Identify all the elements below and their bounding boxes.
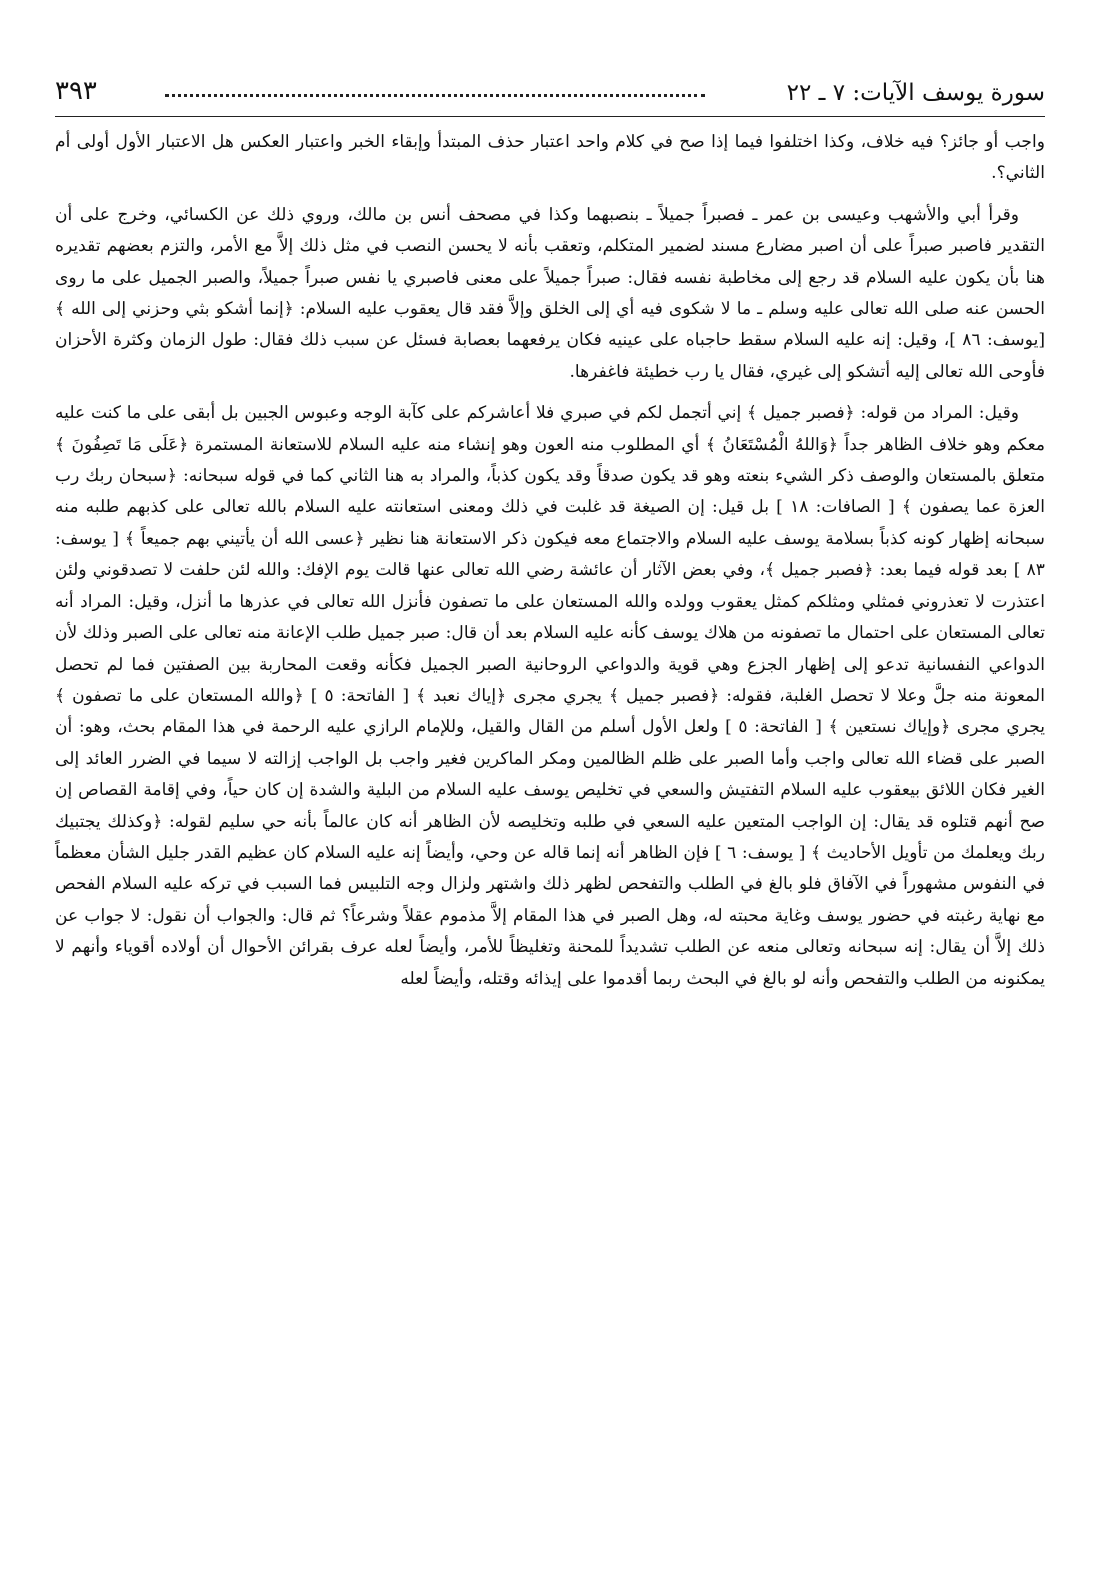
document-page [55, 72, 1045, 995]
paragraph-1: واجب أو جائز؟ فيه خلاف، وكذا اختلفوا فيما إذا صح في كلام واحد اعتبار حذف المبتدأ وإبقاء الخبر واعتبار العكس هل الاعتبار الأول أولى أم الثاني؟. [55, 132, 1045, 184]
page-header [55, 72, 1045, 117]
paragraph-3: وقيل: المراد من قوله: ﴿فصبر جميل ﴾ إني أتجمل لكم في صبري فلا أعاشركم على كآبة الوجه وعبوس الجبين بل أبقى على ما كنت عليه معكم وهو خلاف الظاهر جداً ﴿وَاللهُ الْمُسْتَعَانُ ﴾ أي المطلوب منه العون وهو إنشاء منه عليه السلام للاستعانة المستمرة ﴿عَلَى مَا تَصِفُونَ ﴾ متعلق بالمستعان والوصف ذكر الشيء بنعته وهو قد يكون صدقاً وقد يكون كذباً، والمراد به هنا الثاني كما في قوله سبحانه: ﴿سبحان ربك رب العزة عما يصفون ﴾ [ الصافات: ١٨ ] بل قيل: إن الصيغة قد غلبت في ذلك ومعنى استعانته عليه السلام بالله تعالى على كذبهم طلبه منه سبحانه إظهار كونه كذباً بسلامة يوسف عليه السلام والاجتماع معه فيكون ذكر الاستعانة هنا نظير ﴿عسى الله أن يأتيني بهم جميعاً ﴾ [ يوسف: ٨٣ ] بعد قوله فيما بعد: ﴿فصبر جميل ﴾، وفي بعض الآثار أن عائشة رضي الله تعالى عنها قالت يوم الإفك: والله لئن حلفت لا تصدقوني ولئن اعتذرت لا تعذروني فمثلي ومثلكم كمثل يعقوب وولده والله المستعان على ما تصفون فأنزل الله تعالى في عذرها ما أنزل، وقيل: المراد أنه تعالى المستعان على احتمال ما تصفونه من هلاك يوسف كأنه عليه السلام بعد أن قال: صبر جميل طلب الإعانة منه تعالى على الصبر وذلك لأن الدواعي النفسانية تدعو إلى إظهار الجزع وهي قوية والدواعي الروحانية الصبر الجميل فكأنه وقعت المحاربة بين الصفتين فما لم تحصل المعونة منه جلَّ وعلا لا تحصل الغلبة، فقوله: ﴿فصبر جميل ﴾ يجري مجرى ﴿إياك نعبد ﴾ [ الفاتحة: ٥ ] ﴿والله المستعان على ما تصفون ﴾ يجري مجرى ﴿وإياك نستعين ﴾ [ الفاتحة: ٥ ] ولعل الأول أسلم من القال والقيل، وللإمام الرازي عليه الرحمة في هذا المقام بحث، وهو: أن الصبر على قضاء الله تعالى واجب وأما الصبر على ظلم الظالمين ومكر الماكرين فغير واجب بل الواجب إزالته لا سيما في الضرر العائد إلى الغير فكان اللائق بيعقوب عليه السلام التفتيش والسعي في تخليص يوسف عليه السلام من البلية والشدة إن كان حياً، وفي إقامة القصاص إن صح أنهم قتلوه قد يقال: إن الواجب المتعين عليه السعي في طلبه وتخليصه لأن الظاهر أنه كان عالماً بأنه حي سليم لقوله: ﴿وكذلك يجتبيك ربك ويعلمك من تأويل الأحاديث ﴾ [ يوسف: ٦ ] فإن الظاهر أنه إنما قاله عن وحي، وأيضاً إنه عليه السلام كان عظيم القدر جليل الشأن معظماً في النفوس مشهوراً في الآفاق فلو بالغ في الطلب والتفحص لظهر ذلك واشتهر ولزال وجه التلبيس فما السبب في تركه عليه السلام الفحص مع نهاية رغبته في حضور يوسف وغاية محبته له، وهل الصبر في هذا المقام إلاَّ مذموم عقلاً وشرعاً؟ ثم قال: والجواب أن نقول: لا جواب عن ذلك إلاَّ أن يقال: إنه سبحانه وتعالى منعه عن الطلب تشديداً للمحنة وتغليظاً للأمر، وأيضاً لعله عرف بقرائن الأحوال أن أولاده أقوياء وأنهم لا يمكنونه من الطلب والتفحص وأنه لو بالغ في البحث ربما أقدموا على إيذائه وقتله، وأيضاً لعله [55, 403, 1046, 989]
dotted-leader [165, 94, 705, 97]
running-title: سورة يوسف الآيات: ٧ ـ ٢٢ [786, 80, 1045, 106]
page-number: ٣٩٣ [55, 76, 97, 106]
body-text [55, 127, 1045, 995]
paragraph-2: وقرأ أبي والأشهب وعيسى بن عمر ـ فصبراً جميلاً ـ بنصبهما وكذا في مصحف أنس بن مالك، وروي ذلك عن الكسائي، وخرج على أن التقدير فاصبر صبراً على أن اصبر مضارع مسند لضمير المتكلم، وتعقب بأنه لا يحسن النصب في مثل ذلك إلاَّ مع الأمر، والتزم بعضهم تقديره هنا بأن يكون عليه السلام قد رجع إلى مخاطبة نفسه فقال: صبراً جميلاً على معنى فاصبري يا نفس صبراً جميلاً، والصبر الجميل على ما روى الحسن عنه صلى الله تعالى عليه وسلم ـ ما لا شكوى فيه أي إلى الخلق وإلاَّ فقد قال يعقوب عليه السلام: ﴿إنما أشكو بثي وحزني إلى الله ﴾ [يوسف: ٨٦ ]، وقيل: إنه عليه السلام سقط حاجباه على عينيه فكان يرفعهما بعصابة فسئل عن سبب ذلك فقال: طول الزمان وكثرة الأحزان فأوحى الله تعالى إليه أتشكو إلى غيري، فقال يا رب خطيئة فاغفرها. [55, 204, 1046, 382]
